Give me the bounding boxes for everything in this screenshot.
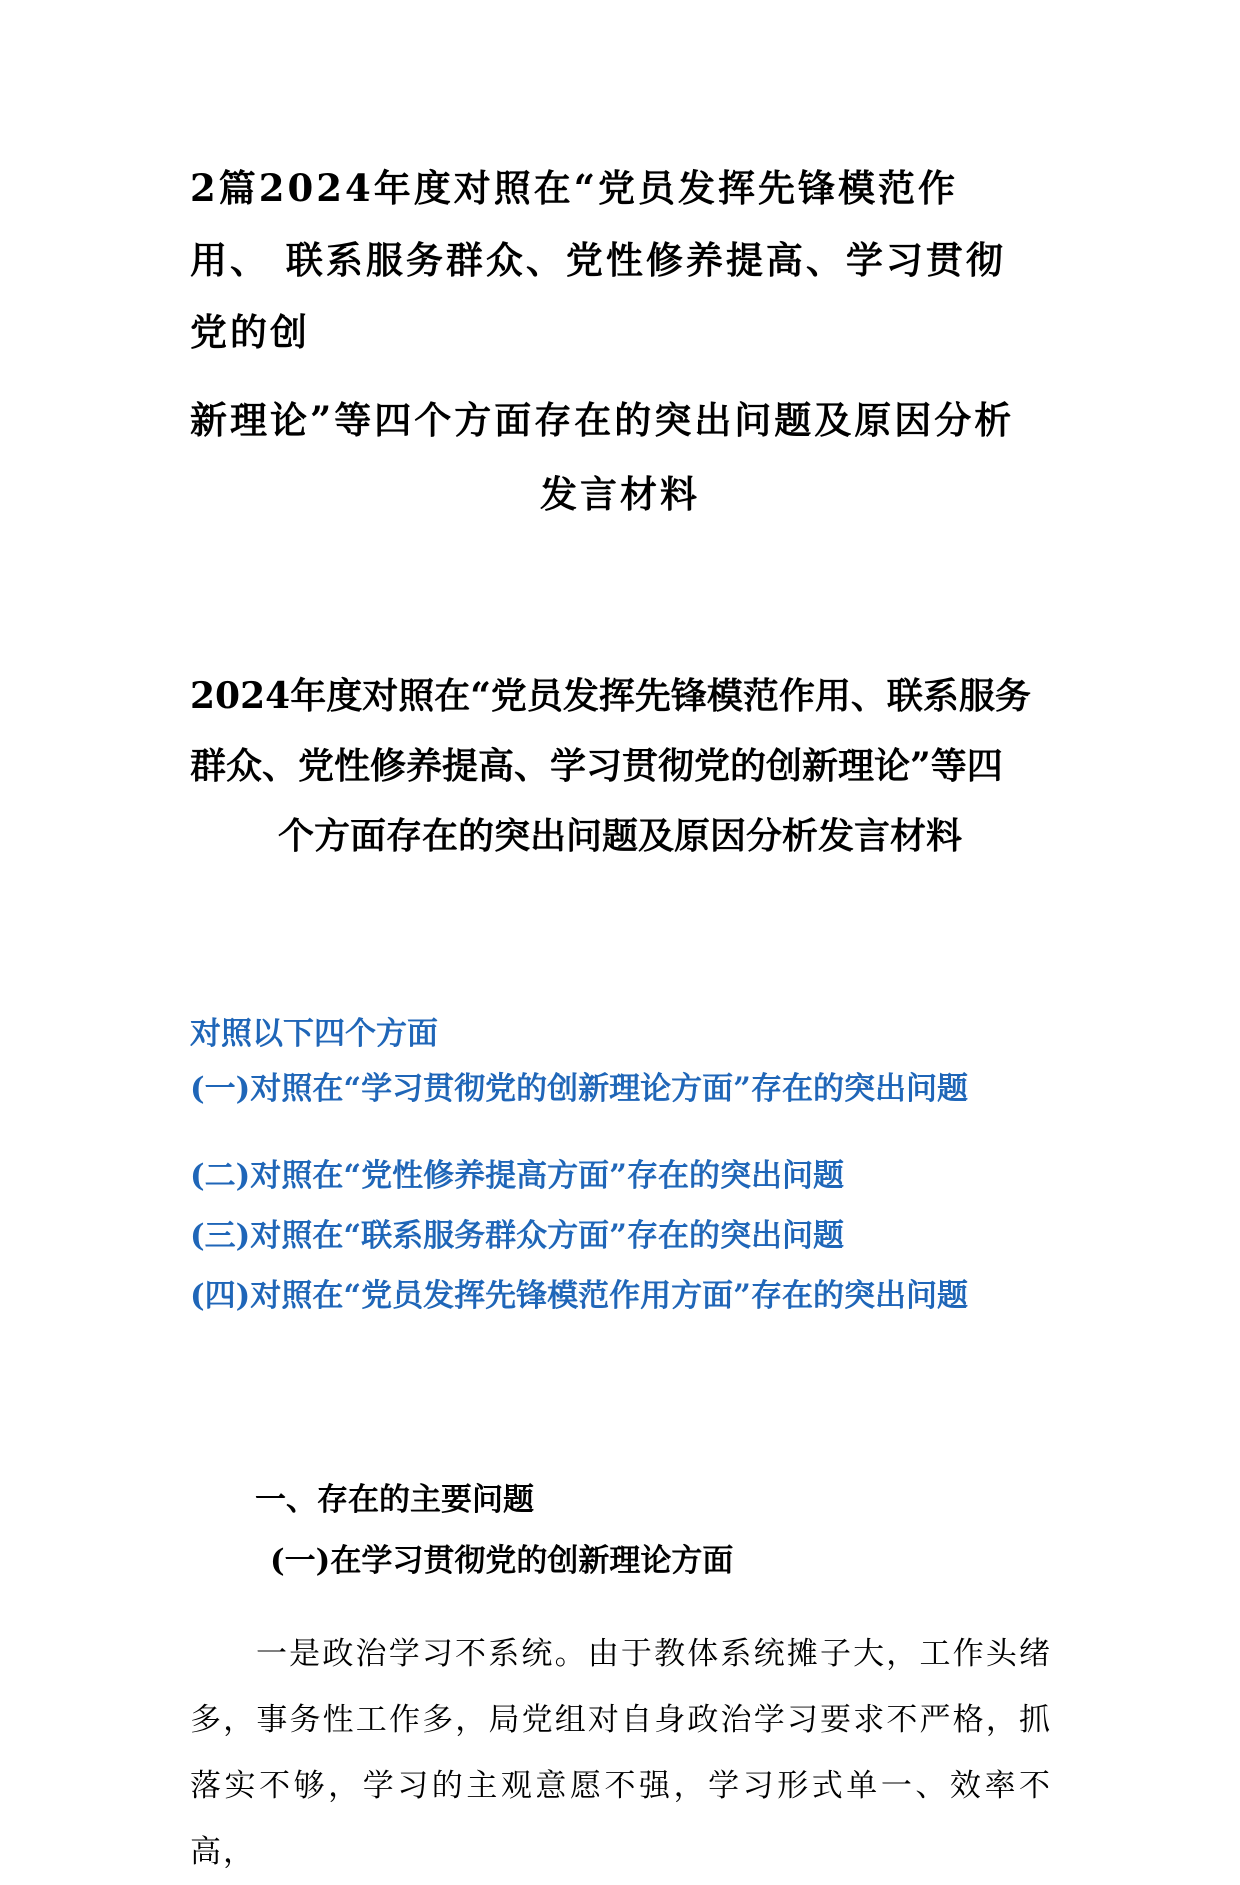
document-title-line-2: 用、 联系服务群众、党性修养提高、学习贯彻 xyxy=(190,238,1006,282)
document-title-line-1: 2篇2024年度对照在“党员发挥先锋模范作 xyxy=(190,166,959,210)
section-subheading: (一)在学习贯彻党的创新理论方面 xyxy=(270,1543,734,1579)
section-heading: 一、存在的主要问题 xyxy=(255,1482,534,1518)
article-title-line-1: 2024年度对照在“党员发挥先锋模范作用、联系服务 xyxy=(190,675,1031,717)
document-title-line-5: 发言材料 xyxy=(540,472,700,516)
article-title-line-2: 群众、党性修养提高、学习贯彻党的创新理论”等四 xyxy=(190,745,1003,787)
article-title-line-3: 个方面存在的突出问题及原因分析发言材料 xyxy=(277,815,962,857)
toc-item-1-link[interactable]: (一)对照在“学习贯彻党的创新理论方面”存在的突出问题 xyxy=(190,1071,968,1107)
toc-item-2-link[interactable]: (二)对照在“党性修养提高方面”存在的突出问题 xyxy=(190,1158,844,1194)
document-title-line-3: 党的创 xyxy=(190,310,310,354)
toc-heading-link[interactable]: 对照以下四个方面 xyxy=(190,1016,438,1052)
toc-item-4-link[interactable]: (四)对照在“党员发挥先锋模范作用方面”存在的突出问题 xyxy=(190,1278,968,1314)
toc-item-3-link[interactable]: (三)对照在“联系服务群众方面”存在的突出问题 xyxy=(190,1218,844,1254)
body-paragraph: 一是政治学习不系统。由于教体系统摊子大，工作头绪多，事务性工作多，局党组对自身政治学习要求不严格，抓落实不够，学习的主观意愿不强，学习形式单一、效率不高， xyxy=(190,1636,1052,1870)
document-title-line-4: 新理论”等四个方面存在的突出问题及原因分析 xyxy=(190,398,1015,442)
